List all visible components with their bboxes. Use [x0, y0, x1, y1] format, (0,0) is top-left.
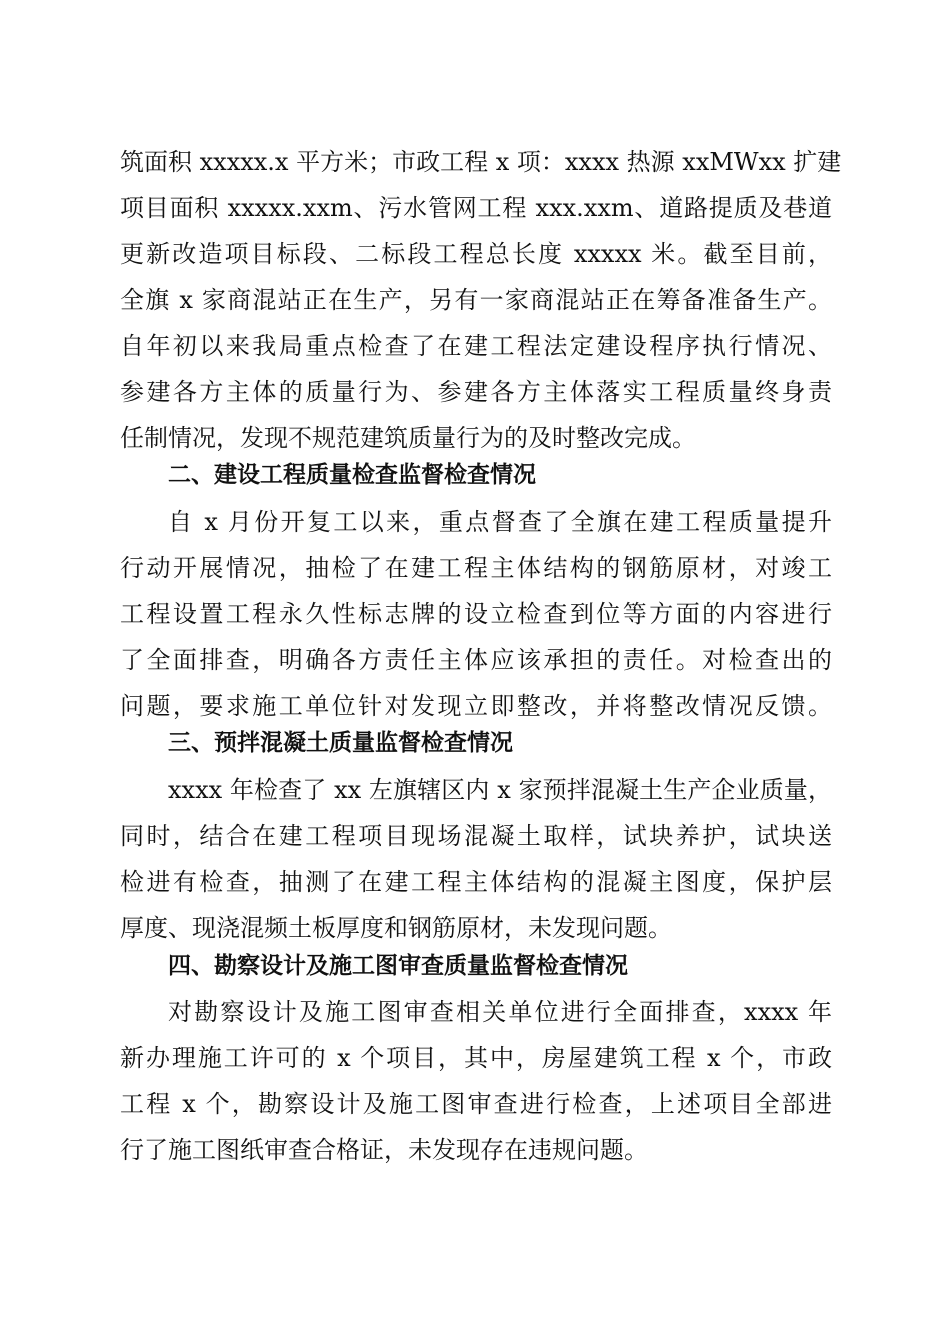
paragraph-line: 厚度、现浇混频土板厚度和钢筋原材，未发现问题。	[120, 914, 672, 942]
section-heading: 三、预拌混凝土质量监督检查情况	[168, 730, 513, 756]
paragraph-line: 更新改造项目标段、二标段工程总长度 xxxxx 米。截至目前，	[120, 240, 832, 268]
paragraph-line: 全旗 x 家商混站正在生产，另有一家商混站正在筹备准备生产。	[120, 286, 832, 314]
paragraph-line: 同时，结合在建工程项目现场混凝土取样，试块养护，试块送	[120, 822, 832, 850]
paragraph-line: 自 x 月份开复工以来，重点督查了全旗在建工程质量提升	[168, 508, 832, 536]
paragraph-line: 参建各方主体的质量行为、参建各方主体落实工程质量终身责	[120, 378, 832, 406]
paragraph-line: 问题，要求施工单位针对发现立即整改，并将整改情况反馈。	[120, 692, 832, 720]
section-heading: 二、建设工程质量检查监督检查情况	[168, 462, 536, 488]
paragraph-line: 工程 x 个，勘察设计及施工图审查进行检查，上述项目全部进	[120, 1090, 832, 1118]
section-heading: 四、勘察设计及施工图审查质量监督检查情况	[168, 953, 628, 979]
paragraph-line: 筑面积 xxxxx.x 平方米；市政工程 x 项：xxxx 热源 xxMWxx 扩建	[120, 148, 842, 176]
paragraph-line: 任制情况，发现不规范建筑质量行为的及时整改完成。	[120, 424, 696, 452]
paragraph-line: 了全面排查，明确各方责任主体应该承担的责任。对检查出的	[120, 646, 832, 674]
paragraph-line: 项目面积 xxxxx.xxm、污水管网工程 xxx.xxm、道路提质及巷道	[120, 194, 832, 222]
paragraph-line: 行动开展情况，抽检了在建工程主体结构的钢筋原材，对竣工	[120, 554, 832, 582]
paragraph-line: xxxx 年检查了 xx 左旗辖区内 x 家预拌混凝土生产企业质量，	[168, 776, 832, 804]
paragraph-line: 对勘察设计及施工图审查相关单位进行全面排查，xxxx 年	[168, 998, 832, 1026]
paragraph-line: 检进有检查，抽测了在建工程主体结构的混凝主图度，保护层	[120, 868, 832, 896]
paragraph-line: 工程设置工程永久性标志牌的设立检查到位等方面的内容进行	[120, 600, 832, 628]
paragraph-line: 自年初以来我局重点检查了在建工程法定建设程序执行情况、	[120, 332, 832, 360]
paragraph-line: 新办理施工许可的 x 个项目，其中，房屋建筑工程 x 个，市政	[120, 1044, 832, 1072]
paragraph-line: 行了施工图纸审查合格证，未发现存在违规问题。	[120, 1136, 648, 1164]
